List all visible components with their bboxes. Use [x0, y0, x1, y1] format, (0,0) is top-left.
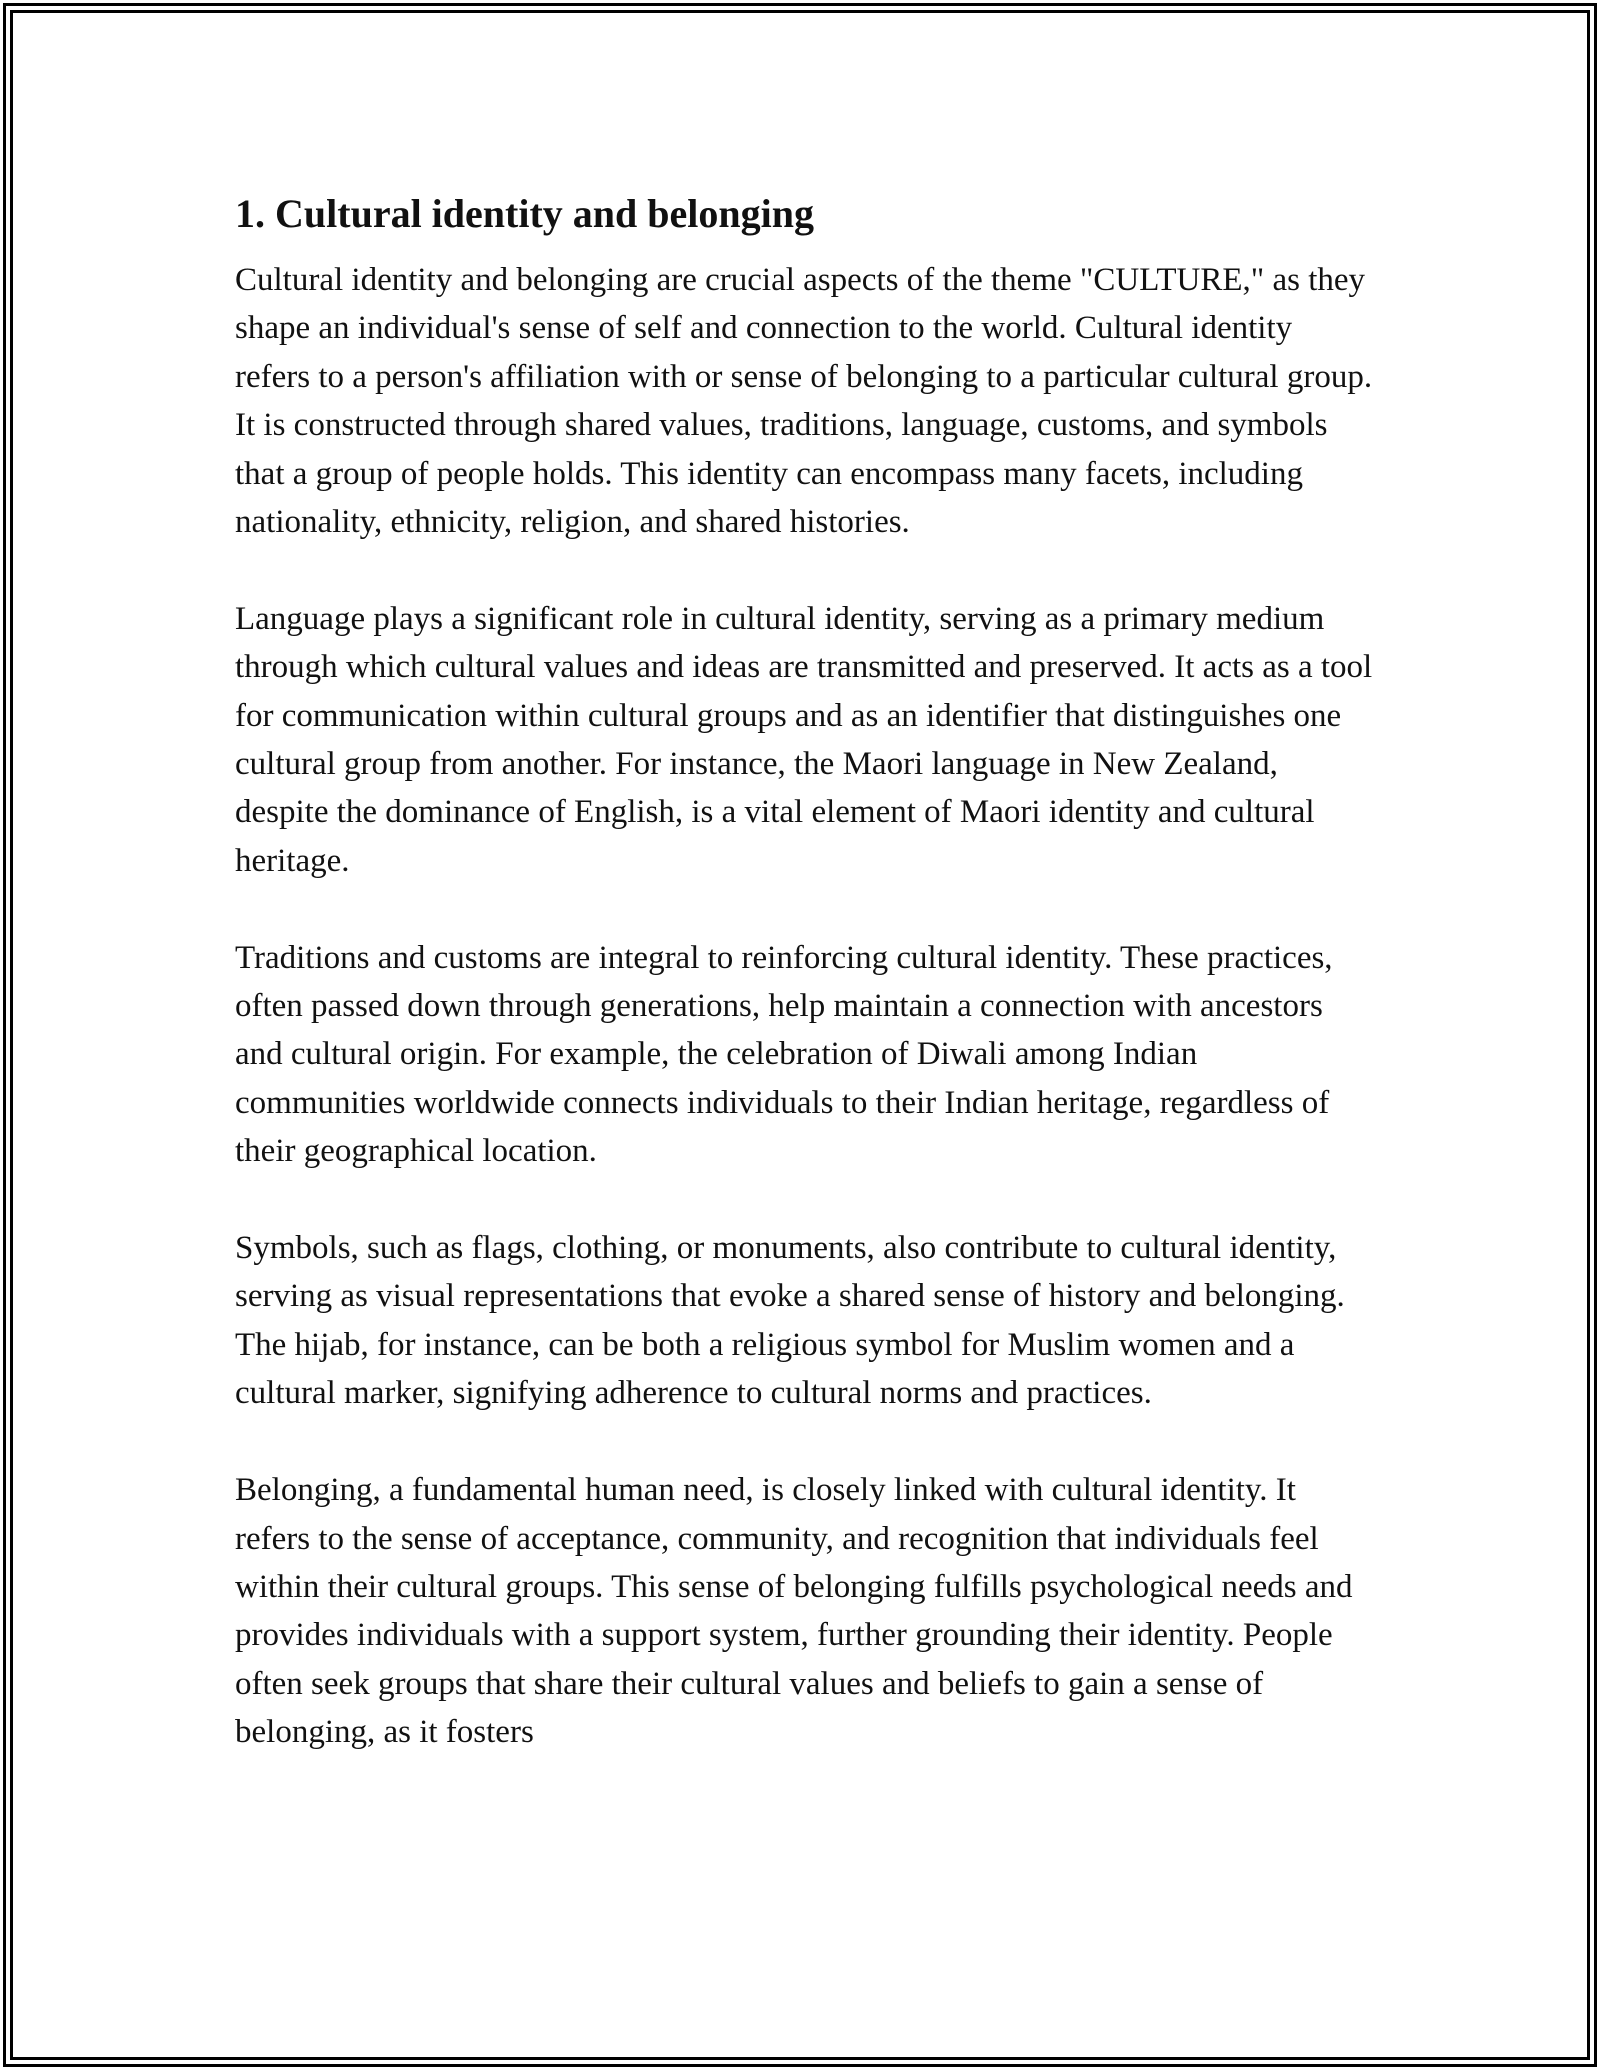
document-body: [235, 180, 1375, 1757]
section-heading: 1. Cultural identity and belonging: [235, 191, 815, 236]
paragraph-traditions: Traditions and customs are integral to reinforcing cultural identity. These practices, often passed down through generations, help maintain a connection with ancestors and cultural origin. For example, the celebration of Diwali among Indian communities worldwide connects individuals to their Indian heritage, regardless of their geographical location.: [235, 939, 1333, 1170]
paragraph-cultural-identity: Cultural identity and belonging are crucial aspects of the theme "CULTURE," as they shape an individual's sense of self and connection to the world. Cultural identity refers to a person's affiliation with or sense of belonging to a particular cultural group. It is constructed through shared values, traditions, language, customs, and symbols that a group of people holds. This identity can encompass many facets, including nationality, ethnicity, religion, and shared histories.: [235, 262, 1373, 541]
paragraph-language: Language plays a significant role in cultural identity, serving as a primary medium through which cultural values and ideas are transmitted and preserved. It acts as a tool for communication within cultural groups and as an identifier that distinguishes one cultural group from another. For instance, the Maori language in New Zealand, despite the dominance of English, is a vital element of Maori identity and cultural heritage.: [235, 600, 1373, 879]
paragraph-symbols: Symbols, such as flags, clothing, or monuments, also contribute to cultural identity, serving as visual representations that evoke a shared sense of history and belonging. The hijab, for instance, can be both a religious symbol for Muslim women and a cultural marker, signifying adherence to cultural norms and practices.: [235, 1230, 1345, 1412]
paragraph-belonging: Belonging, a fundamental human need, is closely linked with cultural identity. It refers to the sense of acceptance, community, and recognition that individuals feel within their cultural groups. This sense of belonging fulfills psychological needs and provides individuals with a support system, further grounding their identity. People often seek groups that share their cultural values and beliefs to gain a sense of belonging, as it fosters: [235, 1472, 1353, 1751]
